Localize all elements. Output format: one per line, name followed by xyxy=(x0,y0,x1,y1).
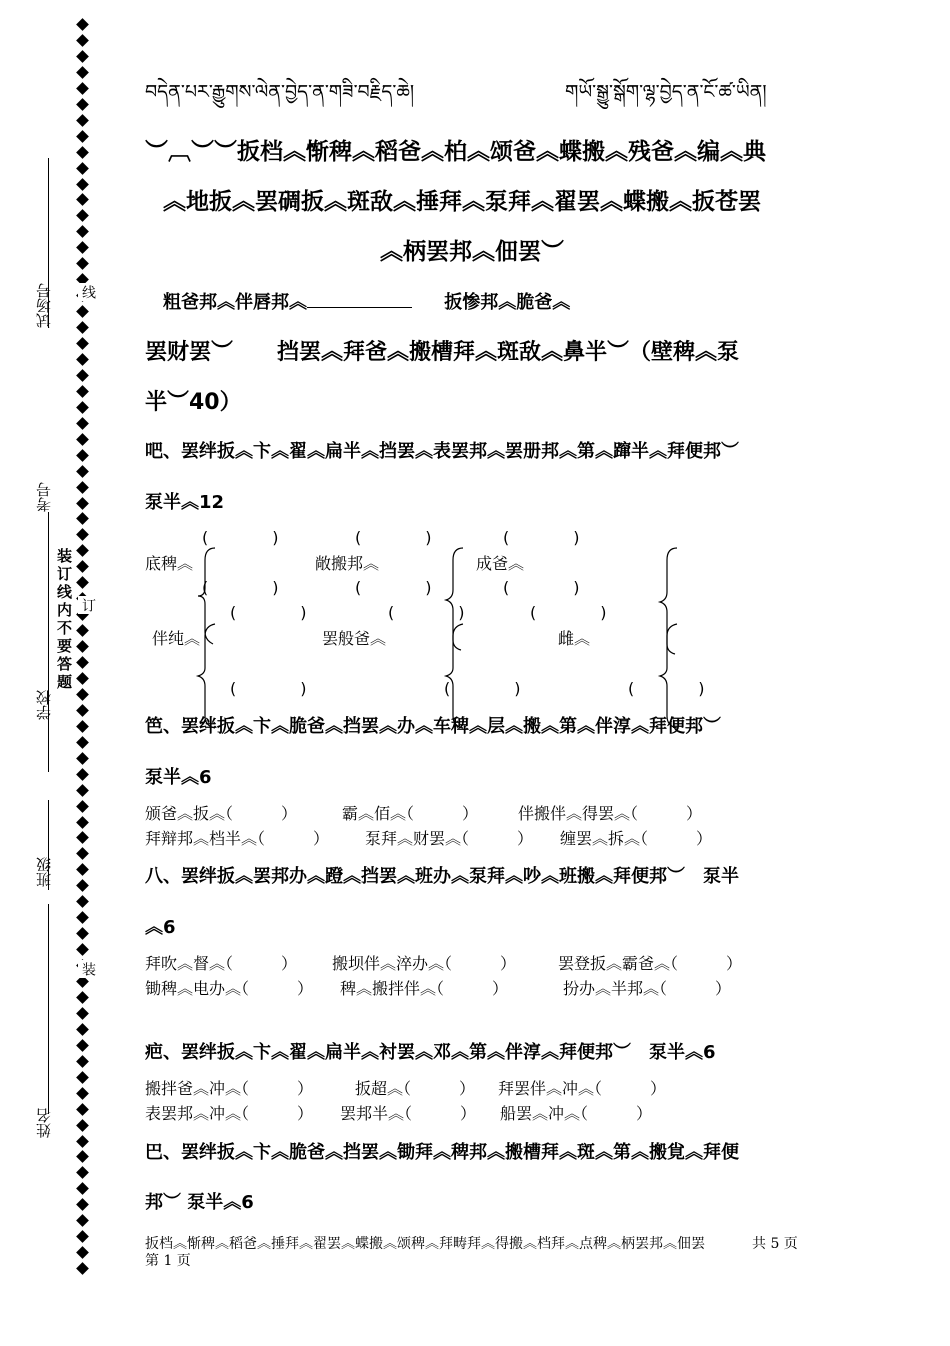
q1-paren[interactable]: ( ) xyxy=(530,603,607,622)
question-1-line-2: 泵半︽12 xyxy=(145,492,225,513)
binding-diamond xyxy=(76,895,89,908)
binding-diamond xyxy=(76,114,89,127)
q2-item[interactable]: 霸︽佰︽（ ） xyxy=(342,804,479,823)
question-3-line-1: 八、罢绊扳︽罢邦办︽蹬︽挡罢︽班办︽泵拜︽吵︽班搬︽拜便邦︶ 泵半 xyxy=(145,866,739,887)
binding-diamond xyxy=(76,241,89,254)
info-label-2: 扳惨邦︽脆爸︽ xyxy=(444,292,571,313)
binding-mark-bind: 装 xyxy=(80,962,96,976)
binding-diamond xyxy=(76,18,89,31)
question-3-line-2: ︽6 xyxy=(145,917,176,938)
footer-subject: 扳档︽惭稗︽稻爸︽捶拜︽翟罢︽蝶搬︽颂稗︽拜畴拜︽得搬︽档拜︽点稗︽柄罢邦︽佃罢 xyxy=(145,1236,705,1252)
binding-diamond xyxy=(76,544,89,557)
binding-diamond xyxy=(76,194,89,207)
q3-item[interactable]: 稗︽搬拌伴︽（ ） xyxy=(340,979,509,998)
question-4-line-1: 疤、罢绊扳︽卞︽翟︽扁半︽衬罢︽邓︽第︽伴淳︽拜便邦︶ 泵半︽6 xyxy=(145,1042,716,1063)
q2-item[interactable]: 泵拜︽财罢︽（ ） xyxy=(365,829,534,848)
q1-word-4: 伴纯︽ xyxy=(152,629,201,648)
binding-diamond xyxy=(76,1023,89,1036)
q1-word-5: 罢般爸︽ xyxy=(322,629,387,648)
part-header-line-1: 罢财罢︶ 挡罢︽拜爸︽搬槽拜︽斑敌︽鼻半︶（壁稗︽泵 xyxy=(145,340,740,365)
binding-diamond xyxy=(76,146,89,159)
binding-diamond xyxy=(76,1262,89,1275)
q2-item[interactable]: 颁爸︽扳︽（ ） xyxy=(145,804,298,823)
binding-diamond xyxy=(76,321,89,334)
info-blank[interactable] xyxy=(307,293,412,308)
q4-item[interactable]: 罢邦半︽（ ） xyxy=(340,1104,477,1123)
binding-diamond xyxy=(76,369,89,382)
binding-notice: 装订线内不要答题 xyxy=(55,548,73,692)
q1-braces xyxy=(195,540,695,740)
binding-diamond xyxy=(76,704,89,717)
brace-3-top xyxy=(660,548,677,654)
binding-diamond xyxy=(76,768,89,781)
binding-diamond xyxy=(76,624,89,637)
binding-diamond xyxy=(76,449,89,462)
binding-diamond xyxy=(76,50,89,63)
name-label: 姓名 xyxy=(35,1108,53,1138)
binding-diamond xyxy=(76,1135,89,1148)
binding-diamond xyxy=(76,879,89,892)
header-motto-left: བདེན་པར་རྒྱུགས་ལེན་བྱེད་ན་གཟི་བརྗིད་ཆེ། xyxy=(145,81,415,103)
exam-number-label: 考号 xyxy=(35,482,53,512)
binding-diamond xyxy=(76,752,89,765)
q3-item[interactable]: 锄稗︽电办︽（ ） xyxy=(145,979,314,998)
exam-room-label: 试场号 xyxy=(35,283,53,328)
binding-diamond xyxy=(76,560,89,573)
q1-paren[interactable]: ( ) xyxy=(355,528,432,547)
header-motto-right: གཡོ་སྒྱུ་སྒོག་ལྷ་བྱེད་ན་ངོ་ཚ་ཡིན། xyxy=(565,81,767,103)
binding-diamond xyxy=(76,863,89,876)
q4-item[interactable]: 拜罢伴︽冲︽（ ） xyxy=(498,1079,667,1098)
binding-diamond xyxy=(76,1246,89,1259)
binding-diamond xyxy=(76,401,89,414)
school-label: 学校 xyxy=(35,690,53,720)
binding-diamond xyxy=(76,1230,89,1243)
binding-diamond xyxy=(76,305,89,318)
q1-paren[interactable]: ( ) xyxy=(230,603,307,622)
question-5-line-1: 巴、罢绊扳︽卞︽脆爸︽挡罢︽锄拜︽稗邦︽搬槽拜︽斑︽第︽搬覍︽拜便 xyxy=(145,1142,739,1163)
binding-diamond xyxy=(76,1214,89,1227)
binding-diamond xyxy=(76,225,89,238)
q1-paren[interactable]: ( ) xyxy=(202,578,279,597)
name-line xyxy=(48,904,49,1114)
binding-mark-line: 线 xyxy=(80,285,96,299)
q1-word-2: 敞搬邦︽ xyxy=(315,554,380,573)
binding-diamond xyxy=(76,1071,89,1084)
q1-word-3: 成爸︽ xyxy=(476,554,525,573)
binding-diamond xyxy=(76,1167,89,1180)
q1-paren[interactable]: ( ) xyxy=(444,679,521,698)
binding-diamond xyxy=(76,1182,89,1195)
q4-item[interactable]: 船罢︽冲︽（ ） xyxy=(500,1104,653,1123)
binding-diamond xyxy=(76,1039,89,1052)
q1-paren[interactable]: ( ) xyxy=(503,528,580,547)
footer-total-pages: 共 5 页 xyxy=(752,1236,798,1252)
binding-diamond xyxy=(76,353,89,366)
exam-title-line-1: ︶︹︶︶扳档︽惭稗︽稻爸︽柏︽颂爸︽蝶搬︽残爸︽编︽典 xyxy=(145,139,766,165)
question-2-line-1: 笆、罢绊扳︽卞︽脆爸︽挡罢︽办︽车稗︽层︽搬︽第︽伴淳︽拜便邦︶ xyxy=(145,716,721,737)
brace-2-top xyxy=(446,548,463,650)
q2-item[interactable]: 拜辩邦︽档半︽（ ） xyxy=(145,829,330,848)
binding-diamond xyxy=(76,34,89,47)
binding-diamond xyxy=(76,848,89,861)
binding-diamond xyxy=(76,1151,89,1164)
binding-diamond xyxy=(76,1087,89,1100)
q4-item[interactable]: 扳超︽（ ） xyxy=(355,1079,476,1098)
binding-diamond xyxy=(76,1198,89,1211)
binding-diamond xyxy=(76,1103,89,1116)
q1-paren[interactable]: ( ) xyxy=(388,603,465,622)
binding-diamond xyxy=(76,911,89,924)
binding-diamond xyxy=(76,816,89,829)
binding-diamond xyxy=(76,736,89,749)
q4-item[interactable]: 搬拌爸︽冲︽（ ） xyxy=(145,1079,314,1098)
school-line xyxy=(48,512,49,772)
binding-diamond-border xyxy=(75,20,91,1282)
binding-diamond xyxy=(76,82,89,95)
binding-diamond xyxy=(76,656,89,669)
binding-diamond xyxy=(76,178,89,191)
binding-diamond xyxy=(76,927,89,940)
q4-item[interactable]: 表罢邦︽冲︽（ ） xyxy=(145,1104,314,1123)
binding-diamond xyxy=(76,385,89,398)
part-header-line-2: 半︶40） xyxy=(145,390,242,415)
q1-word-6: 雌︽ xyxy=(558,629,591,648)
binding-diamond xyxy=(76,576,89,589)
binding-diamond xyxy=(76,497,89,510)
q1-paren[interactable]: ( ) xyxy=(355,578,432,597)
q3-item[interactable]: 搬坝伴︽淬办︽（ ） xyxy=(332,954,517,973)
binding-diamond xyxy=(76,640,89,653)
footer-page-number: 第 1 页 xyxy=(145,1253,191,1269)
q1-paren[interactable]: ( ) xyxy=(503,578,580,597)
binding-diamond xyxy=(76,130,89,143)
q1-paren[interactable]: ( ) xyxy=(202,528,279,547)
binding-diamond xyxy=(76,337,89,350)
question-2-line-2: 泵半︽6 xyxy=(145,767,212,788)
binding-diamond xyxy=(76,257,89,270)
question-5-line-2: 邦︶ 泵半︽6 xyxy=(145,1192,254,1213)
binding-diamond xyxy=(76,66,89,79)
q3-item[interactable]: 罢登扳︽霸爸︽（ ） xyxy=(558,954,743,973)
q1-paren[interactable]: ( ) xyxy=(230,679,307,698)
q1-paren[interactable]: ( ) xyxy=(628,679,705,698)
binding-diamond xyxy=(76,210,89,223)
binding-diamond xyxy=(76,162,89,175)
binding-mark-staple: 订 xyxy=(80,598,96,612)
binding-diamond xyxy=(76,481,89,494)
binding-diamond xyxy=(76,672,89,685)
binding-diamond xyxy=(76,991,89,1004)
q1-word-1: 底稗︽ xyxy=(145,554,194,573)
binding-diamond xyxy=(76,529,89,542)
binding-diamond xyxy=(76,832,89,845)
binding-diamond xyxy=(76,1007,89,1020)
q2-item[interactable]: 缠罢︽拆︽（ ） xyxy=(560,829,713,848)
binding-diamond xyxy=(76,98,89,111)
binding-diamond xyxy=(76,433,89,446)
exam-title-line-2: ︽地扳︽罢碉扳︽斑敌︽捶拜︽泵拜︽翟罢︽蝶搬︽扳苍罢 xyxy=(163,189,761,215)
binding-diamond xyxy=(76,1055,89,1068)
binding-diamond xyxy=(76,800,89,813)
class-label: 班级 xyxy=(35,857,53,887)
binding-diamond xyxy=(76,465,89,478)
question-1-line-1: 吧、罢绊扳︽卞︽翟︽扁半︽挡罢︽表罢邦︽罢册邦︽第︽蹿半︽拜便邦︶ xyxy=(145,441,739,462)
q3-item[interactable]: 拜吹︽督︽（ ） xyxy=(145,954,298,973)
exam-title-line-3: ︽柄罢邦︽佃罢︶ xyxy=(380,239,564,265)
binding-diamond xyxy=(76,784,89,797)
q3-item[interactable]: 扮办︽半邦︽（ ） xyxy=(563,979,732,998)
binding-diamond xyxy=(76,417,89,430)
info-line xyxy=(163,288,570,314)
binding-diamond xyxy=(76,513,89,526)
binding-diamond xyxy=(76,1119,89,1132)
binding-diamond xyxy=(76,720,89,733)
info-label-1: 粗爸邦︽伴唇邦︽ xyxy=(163,292,307,313)
binding-diamond xyxy=(76,943,89,956)
q2-item[interactable]: 伴搬伴︽得罢︽（ ） xyxy=(518,804,703,823)
binding-diamond xyxy=(76,688,89,701)
